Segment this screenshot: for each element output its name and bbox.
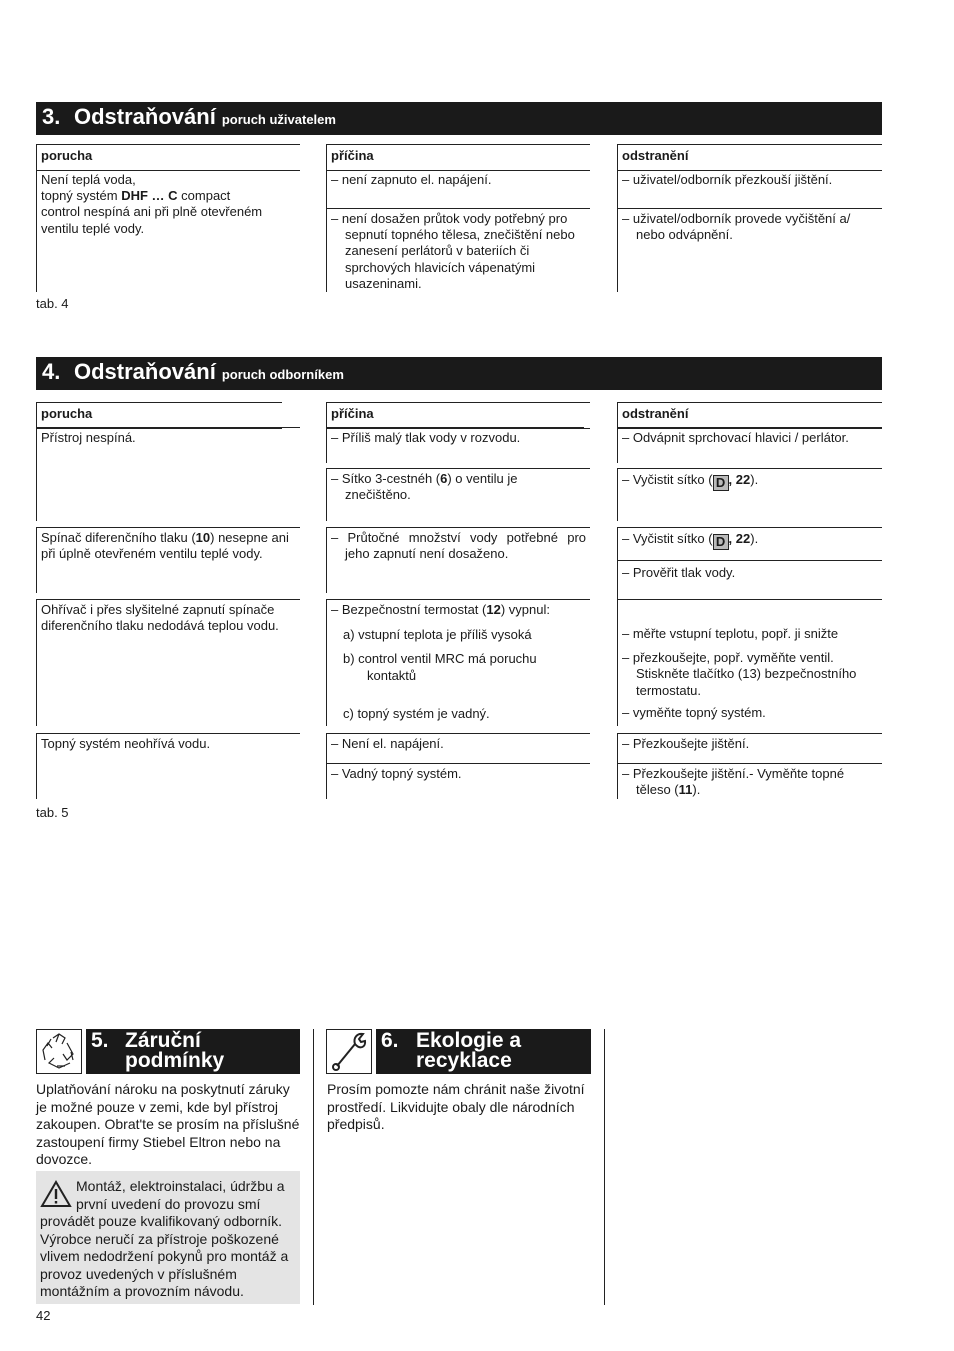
warning-icon: [40, 1180, 72, 1208]
column-divider: [313, 1029, 314, 1305]
page-number: 42: [36, 1308, 51, 1323]
section4-title: Odstraňování poruch odborníkem: [74, 359, 344, 384]
d-symbol-icon: D: [713, 475, 729, 491]
section6-number: 6.: [381, 1029, 399, 1052]
section6-title-bar: [376, 1029, 591, 1074]
section3-remedy-2: – uživatel/odborník provede vyčištění a/ nebo odvápnění.: [617, 208, 882, 292]
recycle-icon: [36, 1029, 82, 1074]
section3-number: 3.: [42, 104, 61, 129]
section4-cause-3: – Průtočné množství vody potřebné pro jeho zapnutí není dosaženo.: [326, 527, 590, 593]
section4-cause-4: – Bezpečnostní termostat (12) vypnul: a) vstupní teplota je příliš vysoká b) control ventil MRC má poruchu kontaktů c) topný systém je vadný.: [326, 599, 590, 726]
section4-cause-4b: b) control ventil MRC má poruchu kontaktů: [343, 651, 537, 683]
section4-header-fault: porucha: [36, 402, 282, 429]
section4-header-bar: [36, 357, 882, 390]
warning-text: Montáž, elektroinstalaci, údržbu a první uvedení do provozu smí provádět pouze kvalifikovaný odborník. Výrobce neručí za přístroje poškozené vlivem nedodržení pokynů pro montáž a provoz uvedených v příslušném montážním a provozním návodu.: [40, 1178, 289, 1299]
section5-title-bar: [86, 1029, 300, 1074]
section4-number: 4.: [42, 359, 61, 384]
section3-remedy-1: – uživatel/odborník přezkouší jištění.: [617, 170, 882, 208]
section4-cause-5: – Není el. napájení.: [326, 733, 590, 763]
section4-subtitle: poruch odborníkem: [221, 367, 344, 382]
section5-number: 5.: [91, 1029, 109, 1052]
section4-cause-2: – Sítko 3-cestnéh (6) o ventilu je znečištěno.: [326, 468, 590, 521]
section3-title: Odstraňování poruch uživatelem: [74, 104, 336, 129]
section4-remedy-7: – Přezkoušejte jištění.- Vyměňte topné těleso (11).: [617, 763, 882, 799]
section4-cause-1: – Příliš malý tlak vody v rozvodu.: [326, 427, 584, 463]
column-divider-right: [604, 1029, 605, 1305]
table5-label: tab. 5: [36, 805, 69, 820]
section3-header-remedy: odstranění: [617, 144, 882, 171]
section3-subtitle: poruch uživatelem: [221, 112, 336, 127]
section4-remedy-6: – Přezkoušejte jištění.: [617, 733, 882, 763]
section4-fault-3: Ohřívač i přes slyšitelné zapnutí spínače diferenčního tlaku nedodává teplou vodu.: [36, 599, 300, 726]
section4-remedy-4: – Prověřit tlak vody.: [617, 560, 882, 599]
section3-fault-cell: Není teplá voda, topný systém DHF … C compact control nespíná ani při plně otevřeném ventilu teplé vody.: [36, 170, 300, 292]
wrench-icon: [326, 1029, 372, 1074]
section3-header-bar: [36, 102, 882, 135]
section6-text: Prosím pomozte nám chránit naše životní prostředí. Likvidujte obaly dle národních předpisů.: [327, 1081, 585, 1133]
section6-title: Ekologie a recyklace: [416, 1029, 522, 1072]
section4-fault-1: Přístroj nespíná.: [36, 427, 300, 521]
section4-header-cause: příčina: [326, 402, 590, 429]
section4-remedy-1: – Odvápnit sprchovací hlavici / perlátor.: [617, 427, 882, 463]
section3-header-fault: porucha: [36, 144, 300, 171]
section4-fault-4: Topný systém neohřívá vodu.: [36, 733, 300, 799]
section4-remedy-5: – měřte vstupní teplotu, popř. ji snižte – přezkoušejte, popř. vyměňte ventil. Stiskněte tlačítko (13) bezpečnostního termostatu. – vyměňte topný systém.: [617, 599, 882, 726]
section3-header-cause: příčina: [326, 144, 590, 171]
section4-cause-4c: c) topný systém je vadný.: [343, 705, 490, 721]
warning-box: [36, 1171, 300, 1304]
section4-header-remedy: odstranění: [617, 402, 882, 429]
d-symbol-icon: D: [713, 534, 729, 550]
section4-fault-2: Spínač diferenčního tlaku (10) nesepne ani při úplně otevřeném ventilu teplé vody.: [36, 527, 300, 593]
section5-text: Uplatňování nároku na poskytnutí záruky je možné pouze v zemi, kde byl přístroj zakoupen. Obrat'te se prosím na příslušné zastoupení firmy Stiebel Eltron nebo na dovozce.: [36, 1081, 300, 1168]
section3-cause-2: – není dosažen průtok vody potřebný pro sepnutí topného tělesa, znečištění nebo zanesení perlátorů v bateriích či sprchových hlavicích vápenatými usazeninami.: [326, 208, 590, 292]
section4-remedy-2: – Vyčistit sítko ( D , 22).: [617, 468, 882, 521]
section3-cause-1: – není zapnuto el. napájení.: [326, 170, 590, 208]
section4-cause-6: – Vadný topný systém.: [326, 763, 590, 799]
section4-remedy-3: – Vyčistit sítko ( D , 22).: [617, 527, 882, 560]
table4-label: tab. 4: [36, 296, 69, 311]
section4-cause-4a: a) vstupní teplota je příliš vysoká: [343, 627, 532, 643]
section5-title: Záruční podmínky: [125, 1029, 225, 1072]
